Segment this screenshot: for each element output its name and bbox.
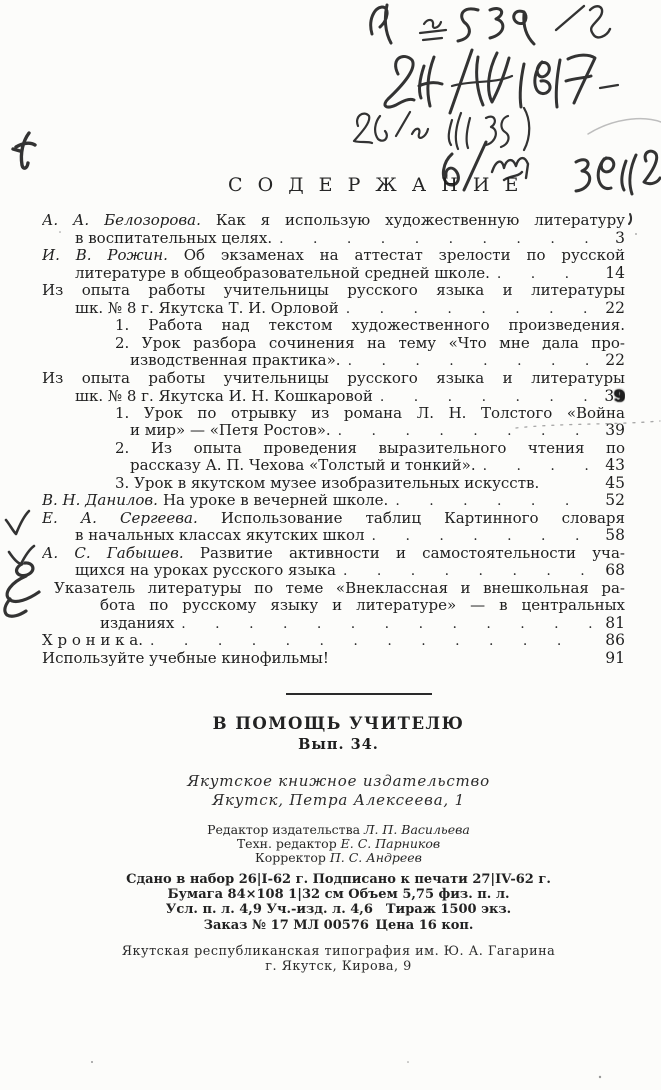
toc-entry-text: Из опыта работы учительницы русского языка и литературы: [42, 369, 625, 387]
toc-entry-text: Как я использую художественную литературу: [215, 212, 625, 229]
toc-entry-text: изводственная практика».: [130, 352, 341, 369]
toc-line: [42, 317, 625, 335]
toc-entry-text: Развитие активности и самостоятельности уча-: [199, 544, 625, 562]
toc-entry-text: и мир» — «Петя Ростов».: [130, 422, 331, 439]
toc-author-name: В. Н. Данилов.: [42, 492, 158, 509]
toc-line: [42, 422, 625, 440]
dot-leader: [380, 388, 592, 405]
imprint-line: Заказ № 17 МЛ 00576 Цена 16 коп.: [203, 917, 474, 933]
dot-leader: [279, 230, 592, 248]
toc-line: [42, 510, 625, 528]
table-of-contents: [42, 212, 625, 667]
toc-page-number: 43: [605, 457, 625, 474]
toc-entry-text: 2. Урок разбора сочинения на тему «Что мне дала про-: [115, 334, 625, 352]
toc-page-number: 58: [605, 527, 625, 544]
toc-page-number: 39: [604, 387, 625, 405]
toc-page-number: 86: [605, 632, 625, 649]
toc-entry-text: литературе в общеобразовательной средней школе.: [75, 264, 490, 282]
dot-leader: [395, 492, 592, 510]
smudged-digit: 9: [614, 387, 625, 405]
toc-entry-text: Об экзаменах на аттестат зрелости по русской: [183, 247, 625, 264]
toc-author-name: Е. А. Сергеева.: [42, 509, 198, 527]
toc-entry-text: Из опыта работы учительницы русского языка и литературы: [42, 282, 625, 299]
toc-page-number: 39: [605, 422, 625, 439]
handwritten-annotation-date: [385, 50, 618, 113]
staff-role: Техн. редактор: [236, 835, 341, 851]
toc-line: [42, 212, 625, 230]
toc-line: [42, 282, 625, 300]
toc-entry-text: На уроке в вечерней школе.: [162, 492, 389, 509]
toc-page-number: 52: [605, 492, 625, 509]
toc-page-number: 22: [605, 299, 625, 317]
toc-entry-text: Х р о н и к а.: [42, 632, 144, 649]
toc-entry-text: бота по русскому языку и литературе» — в центральных: [100, 597, 625, 614]
handwritten-annotation-inventory-number: [371, 5, 610, 44]
staff-line: [36, 851, 641, 865]
toc-line: [42, 440, 625, 458]
faint-pen-curve: [588, 119, 661, 134]
publisher-line: Якутское книжное издательство: [187, 772, 490, 790]
toc-entry-text: 2. Из опыта проведения выразительного чтения по: [115, 439, 625, 457]
toc-entry-text: в начальных классах якутских школ: [75, 527, 365, 544]
dot-leader: [372, 527, 592, 545]
toc-line: [42, 650, 625, 668]
toc-line: [42, 527, 625, 545]
toc-page-number: 81: [605, 614, 625, 632]
toc-entry-text: изданиях: [100, 614, 175, 632]
toc-line: [42, 247, 625, 265]
staff-line: [36, 823, 641, 837]
dot-leader: [497, 265, 592, 283]
toc-line: [42, 632, 625, 650]
staff-role: Редактор издательства: [207, 822, 365, 837]
toc-line: [42, 387, 625, 405]
dot-leader: [181, 615, 592, 633]
toc-entry-text: 1. Урок по отрывку из романа Л. Н. Толстого «Война: [115, 404, 625, 422]
toc-entry-text: Используйте учебные кинофильмы!: [42, 649, 329, 667]
toc-page-number: 91: [605, 649, 625, 667]
staff-role: Корректор: [255, 849, 330, 865]
toc-line: [42, 545, 625, 563]
toc-line: [42, 457, 625, 475]
toc-line: [42, 265, 625, 283]
dot-leader: [348, 352, 592, 370]
editorial-staff-block: [36, 823, 641, 864]
toc-line: [42, 475, 625, 493]
pen-speck-comma: [629, 214, 631, 224]
toc-line: [42, 352, 625, 370]
toc-author-name: А. С. Габышев.: [42, 544, 184, 562]
imprint-block: [36, 872, 641, 933]
toc-line: [42, 615, 625, 633]
toc-page-number: 3: [615, 229, 625, 247]
margin-checkmark-sergeeva: [6, 511, 29, 534]
toc-entry-text: Использование таблиц Картинного словаря: [220, 509, 625, 527]
toc-author-name: И. В. Рожин.: [42, 247, 168, 264]
staff-name: Л. П. Васильева: [364, 822, 470, 837]
publisher-block: [36, 772, 641, 809]
toc-entry-text: шк. № 8 г. Якутска И. Н. Кошкаровой: [75, 387, 373, 405]
toc-line: [42, 335, 625, 353]
toc-heading: С О Д Е Р Ж А Н И Е: [228, 174, 523, 196]
imprint-line: Сдано в набор 26|I-62 г. Подписано к печати 27|IV-62 г.: [126, 872, 551, 887]
toc-page-number: 68: [605, 562, 625, 579]
toc-author-name: А. А. Белозорова.: [42, 212, 201, 229]
dot-leader: [343, 562, 592, 580]
publisher-line: Якутск, Петра Алексеева, 1: [212, 790, 465, 809]
margin-ink-stroke: [13, 133, 35, 168]
toc-page-number: 22: [605, 352, 625, 369]
margin-ink-swirl: [5, 563, 39, 616]
toc-page-number: 14: [605, 264, 625, 282]
toc-line: [42, 562, 625, 580]
series-title: В ПОМОЩЬ УЧИТЕЛЮ: [212, 714, 465, 733]
dot-leader: [483, 457, 592, 475]
toc-line: [42, 230, 625, 248]
toc-line: [42, 580, 625, 598]
handwritten-annotation-small-date: [354, 108, 529, 150]
staff-name: Е. С. Парников: [340, 835, 441, 851]
printer-block: [36, 944, 641, 974]
toc-entry-text: рассказу А. П. Чехова «Толстый и тонкий».: [130, 457, 476, 474]
imprint-line: Усл. п. л. 4,9 Уч.-изд. л. 4,6 Тираж 1500 экз.: [165, 902, 512, 918]
margin-checkmark-gabyshev: [9, 546, 34, 564]
toc-entry-text: щихся на уроках русского языка: [75, 562, 336, 579]
dot-leader: [346, 300, 592, 318]
toc-line: [42, 300, 625, 318]
staff-line: [36, 837, 641, 851]
toc-line: [42, 492, 625, 510]
dot-leader: [338, 422, 592, 440]
toc-entry-text: шк. № 8 г. Якутска Т. И. Орловой: [75, 299, 339, 317]
toc-page-number: 45: [605, 474, 625, 492]
toc-entry-text: 3. Урок в якутском музее изобразительных искусств.: [115, 474, 540, 492]
section-divider-rule: [286, 693, 432, 695]
toc-line: [42, 597, 625, 615]
toc-line: [42, 405, 625, 423]
printer-line: Якутская республиканская типография им. Ю. А. Гагарина: [121, 944, 556, 959]
dot-leader: [150, 632, 592, 650]
staff-name: П. С. Андреев: [329, 849, 422, 865]
imprint-line: Бумага 84×108 1|32 см Объем 5,75 физ. п. л.: [167, 887, 510, 903]
series-issue: Вып. 34.: [298, 736, 379, 753]
toc-line: [42, 370, 625, 388]
toc-entry-text: в воспитательных целях.: [75, 229, 273, 247]
toc-entry-text: Указатель литературы по теме «Внеклассная и внешкольная ра-: [54, 579, 625, 597]
printer-line: г. Якутск, Кирова, 9: [265, 959, 412, 974]
toc-entry-text: 1. Работа над текстом художественного произведения.: [115, 317, 625, 334]
